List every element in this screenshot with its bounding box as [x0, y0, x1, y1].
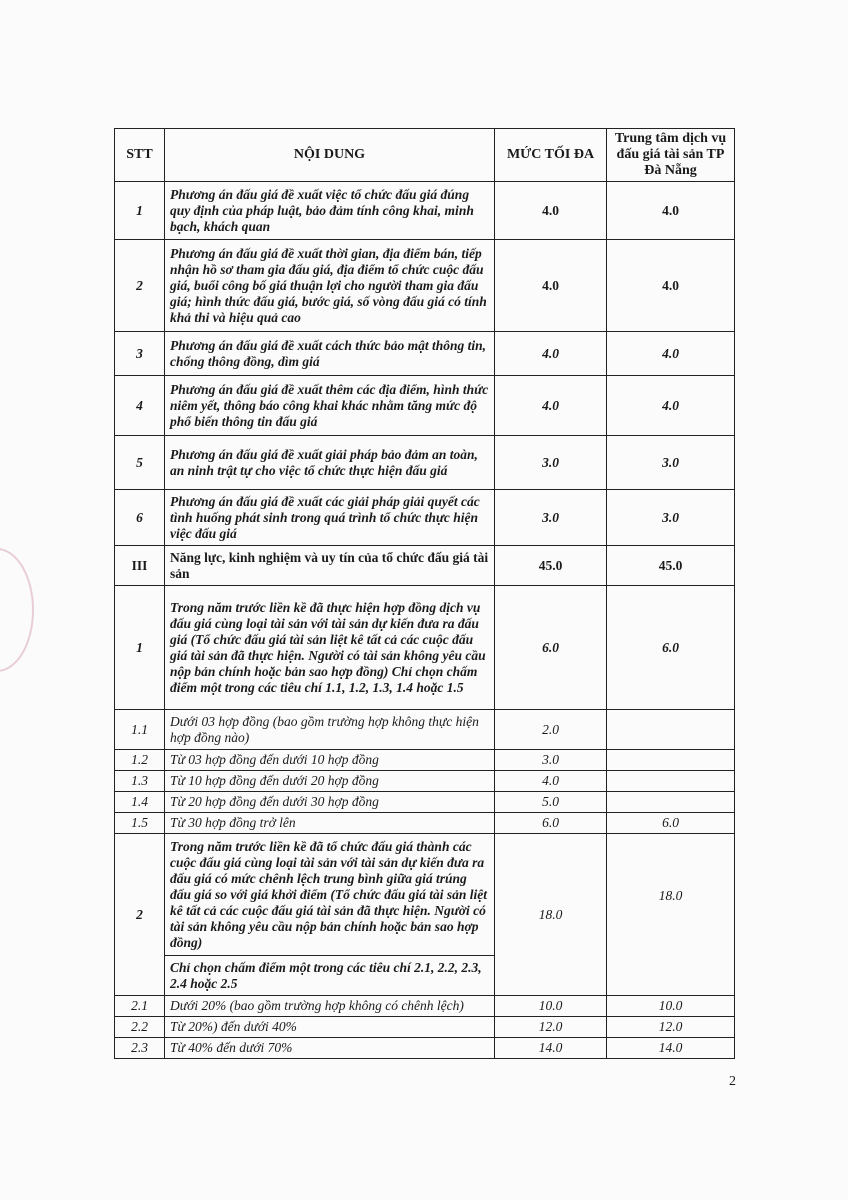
row-content: Từ 10 hợp đồng đến dưới 20 hợp đồng: [165, 771, 495, 792]
row-content: Từ 20%) đến dưới 40%: [165, 1017, 495, 1038]
row-max: 4.0: [495, 376, 607, 436]
row-stt: 1.5: [115, 813, 165, 834]
table-row: [115, 376, 735, 436]
table-row: [115, 240, 735, 332]
row-content: Phương án đấu giá đề xuất giải pháp bảo đảm an toàn, an ninh trật tự cho việc tổ chức thực hiện đấu giá: [165, 436, 495, 490]
row-stt: 5: [115, 436, 165, 490]
row-content: Dưới 20% (bao gồm trường hợp không có chênh lệch): [165, 996, 495, 1017]
row-stt: 2: [115, 240, 165, 332]
table-row: [115, 182, 735, 240]
row-stt: 2.1: [115, 996, 165, 1017]
row-content: Dưới 03 hợp đồng (bao gồm trường hợp không thực hiện hợp đồng nào): [165, 710, 495, 750]
header-trung-tam: Trung tâm dịch vụ đấu giá tài sản TP Đà Nẵng: [607, 129, 735, 182]
row-score: 14.0: [607, 1038, 735, 1059]
row-score: 4.0: [607, 240, 735, 332]
table-row: [115, 710, 735, 750]
table-row: [115, 792, 735, 813]
row-score: 3.0: [607, 490, 735, 546]
row-stt: 2.3: [115, 1038, 165, 1059]
row-max: 2.0: [495, 710, 607, 750]
row-stt: 1.4: [115, 792, 165, 813]
table-row: [115, 1017, 735, 1038]
row-content: Năng lực, kinh nghiệm và uy tín của tổ chức đấu giá tài sản: [165, 546, 495, 586]
row-content: Phương án đấu giá đề xuất cách thức bảo mật thông tin, chống thông đồng, dìm giá: [165, 332, 495, 376]
row-score: 6.0: [607, 813, 735, 834]
row-score: 45.0: [607, 546, 735, 586]
row-stt: 1.1: [115, 710, 165, 750]
row-content: Từ 40% đến dưới 70%: [165, 1038, 495, 1059]
row-stt: 1.3: [115, 771, 165, 792]
row-score: [607, 750, 735, 771]
row-content: Từ 03 hợp đồng đến dưới 10 hợp đồng: [165, 750, 495, 771]
row-content-note: Chỉ chọn chấm điểm một trong các tiêu chí 2.1, 2.2, 2.3, 2.4 hoặc 2.5: [165, 956, 495, 996]
row-max: 5.0: [495, 792, 607, 813]
row-content: Phương án đấu giá đề xuất thời gian, địa điểm bán, tiếp nhận hồ sơ tham gia đấu giá, địa điểm tổ chức cuộc đấu giá, buổi công bố giá thuận lợi cho người tham gia đấu giá; hình thức đấu giá, bước giá, số vòng đấu giá có tính khả thi và hiệu quả cao: [165, 240, 495, 332]
row-max: 4.0: [495, 182, 607, 240]
row-content: Phương án đấu giá đề xuất các giải pháp giải quyết các tình huống phát sinh trong quá trình tổ chức thực hiện việc đấu giá: [165, 490, 495, 546]
table-header-row: [115, 129, 735, 182]
row-content: Từ 20 hợp đồng đến dưới 30 hợp đồng: [165, 792, 495, 813]
page-number: 2: [729, 1074, 736, 1089]
row-stt: 2.2: [115, 1017, 165, 1038]
row-max: 45.0: [495, 546, 607, 586]
row-stt: 6: [115, 490, 165, 546]
table-row: [115, 490, 735, 546]
row-score: 6.0: [607, 586, 735, 710]
row-stt: 2: [115, 834, 165, 996]
row-content: Phương án đấu giá đề xuất việc tổ chức đấu giá đúng quy định của pháp luật, bảo đảm tính công khai, minh bạch, khách quan: [165, 182, 495, 240]
row-score: [607, 771, 735, 792]
row-max: 3.0: [495, 750, 607, 771]
row-score: 4.0: [607, 376, 735, 436]
row-score: 4.0: [607, 182, 735, 240]
table-row: [115, 996, 735, 1017]
row-max: 12.0: [495, 1017, 607, 1038]
row-stt: 1: [115, 586, 165, 710]
row-max: 18.0: [495, 834, 607, 996]
row-score: [607, 792, 735, 813]
row-stt: 1: [115, 182, 165, 240]
row-score: 10.0: [607, 996, 735, 1017]
row-max: 4.0: [495, 771, 607, 792]
row-content: Từ 30 hợp đồng trở lên: [165, 813, 495, 834]
row-max: 4.0: [495, 240, 607, 332]
header-muc-toi-da: MỨC TỐI ĐA: [495, 129, 607, 182]
table-row: [115, 813, 735, 834]
table-row: [115, 834, 735, 956]
table-row: [115, 1038, 735, 1059]
row-max: 6.0: [495, 813, 607, 834]
table-row: [115, 771, 735, 792]
seal-stamp: [0, 548, 34, 672]
row-max: 14.0: [495, 1038, 607, 1059]
row-score: [607, 710, 735, 750]
row-max: 6.0: [495, 586, 607, 710]
row-score: 4.0: [607, 332, 735, 376]
row-stt: 3: [115, 332, 165, 376]
table-row: [115, 750, 735, 771]
row-stt: 1.2: [115, 750, 165, 771]
row-score: 3.0: [607, 436, 735, 490]
row-max: 10.0: [495, 996, 607, 1017]
scoring-table: [114, 128, 735, 1059]
row-score: 12.0: [607, 1017, 735, 1038]
row-content: Trong năm trước liền kề đã tổ chức đấu giá thành các cuộc đấu giá cùng loại tài sản với tài sản dự kiến đưa ra đấu giá có mức chênh lệch trung bình giữa giá trúng đấu giá so với giá khởi điểm (Tổ chức đấu giá tài sản liệt kê tất cả các cuộc đấu giá tài sản đã thực hiện. Người có tài sản không yêu cầu nộp bản chính hoặc bản sao hợp đồng): [165, 834, 495, 956]
table-row: [115, 586, 735, 710]
row-stt: 4: [115, 376, 165, 436]
header-stt: STT: [115, 129, 165, 182]
table-row: [115, 436, 735, 490]
row-max: 3.0: [495, 490, 607, 546]
header-noi-dung: NỘI DUNG: [165, 129, 495, 182]
row-score: 18.0: [607, 834, 735, 996]
row-max: 3.0: [495, 436, 607, 490]
table-row: [115, 332, 735, 376]
row-stt: III: [115, 546, 165, 586]
row-max: 4.0: [495, 332, 607, 376]
row-content: Phương án đấu giá đề xuất thêm các địa điểm, hình thức niêm yết, thông báo công khai khác nhằm tăng mức độ phổ biến thông tin đấu giá: [165, 376, 495, 436]
table-row: [115, 546, 735, 586]
row-content: Trong năm trước liền kề đã thực hiện hợp đồng dịch vụ đấu giá cùng loại tài sản với tài sản dự kiến đưa ra đấu giá (Tổ chức đấu giá tài sản liệt kê tất cả các cuộc đấu giá tài sản đã thực hiện. Người có tài sản không yêu cầu nộp bản chính hoặc bản sao hợp đồng) Chỉ chọn chấm điểm một trong các tiêu chí 1.1, 1.2, 1.3, 1.4 hoặc 1.5: [165, 586, 495, 710]
